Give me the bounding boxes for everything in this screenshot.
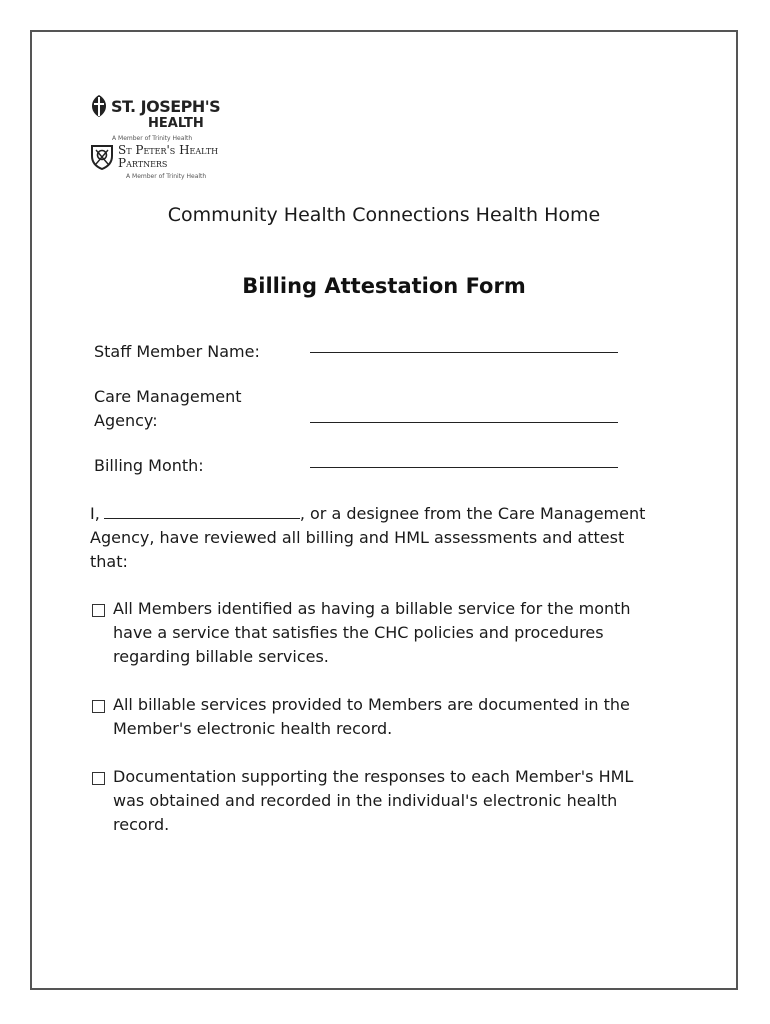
attestation-prefix: I, <box>90 504 100 523</box>
checklist-item-text: All billable services provided to Members are documented in the Member's electronic health record. <box>113 695 630 738</box>
shield-icon <box>90 144 114 170</box>
cross-icon <box>90 94 108 118</box>
st-josephs-logo <box>90 94 220 118</box>
checklist-item-text: All Members identified as having a billable service for the month have a service that satisfies the CHC policies and procedures regarding billable services. <box>113 599 631 666</box>
checklist-item-text: Documentation supporting the responses to each Member's HML was obtained and recorded in the individual's electronic health record. <box>113 767 634 834</box>
st-josephs-name: ST. JOSEPH'S <box>111 96 221 116</box>
checkbox[interactable] <box>92 700 105 713</box>
form-page <box>30 30 738 990</box>
st-josephs-member-line: A Member of Trinity Health <box>112 135 193 142</box>
billing-month-field[interactable] <box>310 467 618 468</box>
st-peters-name-line2: Partners <box>118 156 168 170</box>
checklist-item <box>92 693 662 741</box>
attestation-suffix: , or a designee from the Care Management Agency, have reviewed all billing and HML assessments and attest that: <box>90 504 646 571</box>
staff-member-name-label: Staff Member Name: <box>94 342 260 361</box>
care-management-agency-field[interactable] <box>310 422 618 423</box>
form-title: Billing Attestation Form <box>242 274 526 298</box>
st-peters-name <box>118 144 218 170</box>
checklist-item <box>92 597 662 669</box>
st-peters-name-line1: St Peter's Health <box>118 143 219 157</box>
attestation-paragraph <box>90 502 650 574</box>
attestor-name-field[interactable] <box>104 502 300 519</box>
st-peters-logo <box>90 144 220 170</box>
organization-title: Community Health Connections Health Home <box>167 204 601 226</box>
checkbox[interactable] <box>92 772 105 785</box>
checklist-item <box>92 765 662 837</box>
st-josephs-health: HEALTH <box>148 116 204 131</box>
billing-month-label: Billing Month: <box>94 456 204 475</box>
staff-member-name-field[interactable] <box>310 352 618 353</box>
st-peters-member-line: A Member of Trinity Health <box>126 173 207 180</box>
care-management-label-line2: Agency: <box>94 411 158 430</box>
logo-block <box>90 94 220 180</box>
care-management-label-line1: Care Management <box>94 387 242 406</box>
checkbox[interactable] <box>92 604 105 617</box>
